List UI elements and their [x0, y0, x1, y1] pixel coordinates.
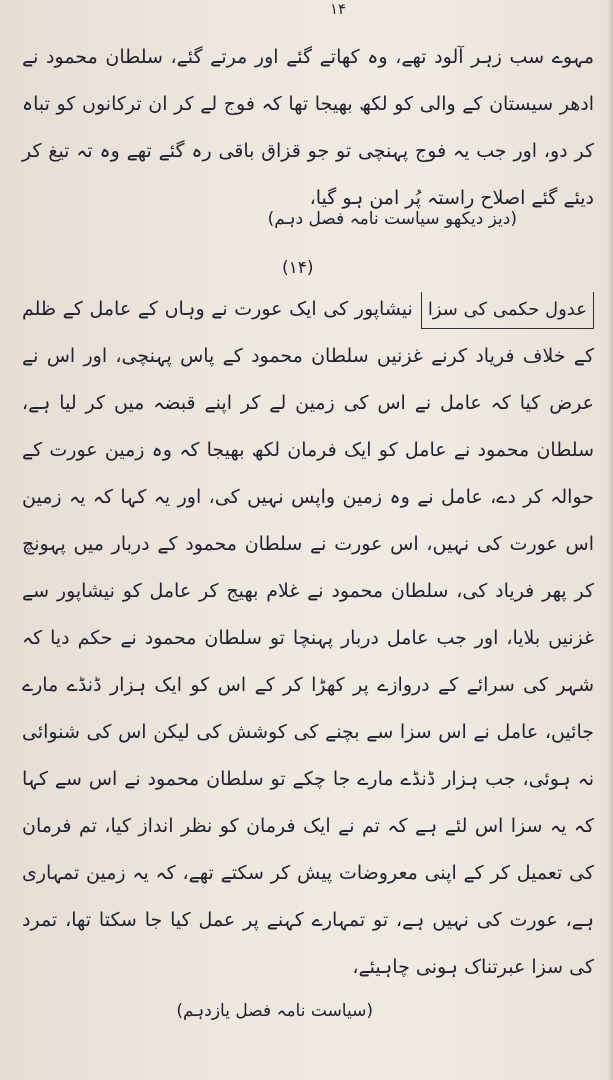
section-number: (۱۴)	[282, 258, 314, 278]
paragraph-2: نیشاپور کی ایک عورت نے وہاں کے عامل کے ظلم کے خلاف فریاد کرنے غزنیں سلطان محمود کے پاس پہنچی، اور اس نے عرض کیا کہ عامل نے اس کی زمین لے کر اپنے قبضہ میں کر لیا ہے، سلطان محمود نے عامل کو ایک فرمان لکھ بھیجا کہ وہ زمین عورت کے حوالہ کر دے، عامل نے وہ زمین واپس نہیں کی، اور یہ کہا کہ یہ زمین اس عورت کی نہیں، اس عورت نے سلطان محمود کے دربار میں پہونچ کر پھر فریاد کی، سلطان محمود نے غلام بھیج کر عامل کو نیشاپور سے غزنیں بلایا، اور جب عامل دربار پہنچا تو سلطان محمود نے حکم دیا کہ شہر کی سرائے کے دروازے پر کھڑا کر کے اس کو ایک ہزار ڈنڈے مارے جائیں، عامل نے اس سزا سے بچنے کی کوشش کی لیکن اس کی شنوائی نہ ہوئی، جب ہزار ڈنڈے مارے جا چکے تو سلطان محمود نے اس سے کہا کہ یہ سزا اس لئے ہے کہ تم نے ایک فرمان کو نظر انداز کیا، تم فرمان کی تعمیل کر کے اپنی معروضات پیش کر سکتے تھے، کہ یہ زمین تمہاری ہے، عورت کی نہیں ہے، تو تمہارے کہنے پر عمل کیا جا سکتا تھا، تمرد کی سزا عبرتناک ہونی چاہیئے،	[22, 298, 594, 978]
page-number: ۱۴	[330, 0, 347, 18]
source-note-2: (سیاست نامہ فصل یازدہم)	[176, 1001, 373, 1021]
paragraph-1: مہوے سب زہر آلود تھے، وہ کھاتے گئے اور مرتے گئے، سلطان محمود نے ادھر سیستان کے والی کو لکھ بھیجا تھا کہ فوج لے کر ان ترکانوں کو تباہ کر دو، اور جب یہ فوج پہنچی تو جو قزاق باقی رہ گئے تھے وہ تہ تیغ کر دیئے گئے اصلاح راستہ پُر امن ہو گیا،	[22, 46, 594, 209]
source-note-1: (دیز دیکھو سیاست نامہ فصل دہم)	[267, 209, 517, 229]
section-body	[22, 286, 594, 991]
side-heading: عدول حکمی کی سزا	[421, 292, 594, 329]
page-edge-shadow	[607, 0, 613, 1080]
